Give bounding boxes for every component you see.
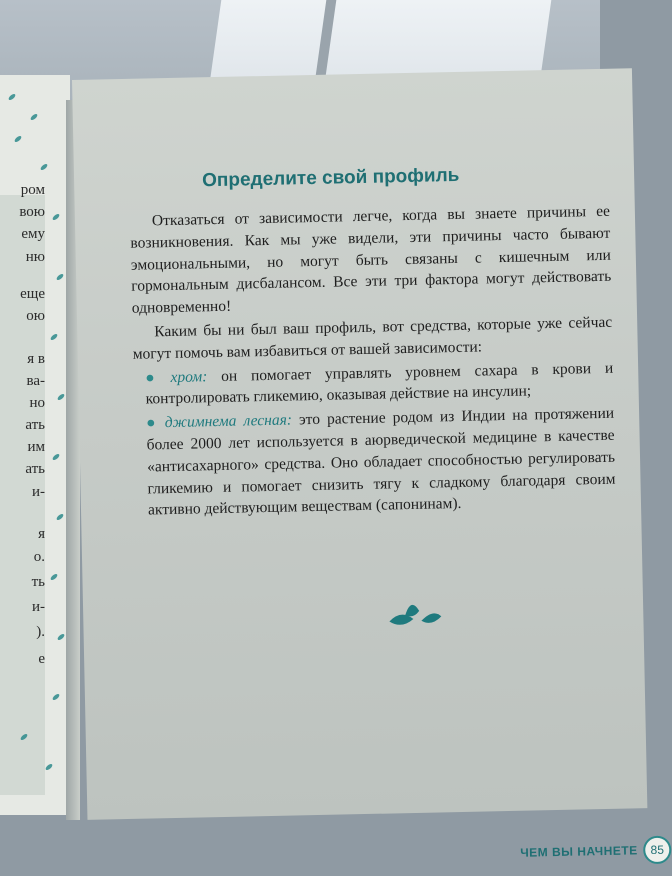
left-page-fragment: ему bbox=[21, 226, 45, 242]
left-page-fragment: ром bbox=[20, 182, 45, 198]
left-page-fragment: ать bbox=[25, 417, 45, 433]
leaf-dot-icon bbox=[50, 333, 59, 341]
leaf-dot-icon bbox=[40, 163, 49, 171]
left-page-fragment: я в bbox=[27, 351, 45, 367]
running-footer: ЧЕМ ВЫ НАЧНЕТЕ bbox=[520, 843, 638, 860]
bullet-icon: ● bbox=[145, 368, 165, 387]
left-page-fragment: но bbox=[29, 395, 45, 411]
list-item-term: джимнема лесная: bbox=[164, 411, 293, 432]
left-page-fragment: им bbox=[27, 439, 45, 455]
left-page-fragment: еще bbox=[20, 286, 45, 302]
section-heading: Определите свой профиль bbox=[201, 164, 460, 192]
left-page-fragment: ть bbox=[31, 574, 45, 590]
leaf-dot-icon bbox=[14, 135, 23, 143]
left-page-fragment: ать bbox=[25, 461, 45, 477]
page-body bbox=[130, 201, 616, 522]
page-number: 85 bbox=[643, 836, 672, 865]
list-item-text: он помогает управлять уровнем сахара в крови и контролировать гликемию, оказывая действие на инсулин; bbox=[145, 359, 614, 408]
left-page-fragment: ою bbox=[26, 308, 45, 324]
leaf-dot-icon bbox=[8, 93, 17, 101]
leaf-sprig-icon bbox=[383, 592, 444, 633]
left-page-fragment: ). bbox=[36, 624, 45, 640]
paragraph: Отказаться от зависимости легче, когда вы знаете причины ее возникновения. Как мы уже видели, эти причины часто бывают эмоциональными, но могут быть связаны с кишечным или гормональным дисбалансом. Все эти три фактора могут действовать одновременно! bbox=[130, 202, 612, 317]
bullet-icon: ● bbox=[146, 414, 159, 432]
left-page-fragment: е bbox=[38, 651, 45, 667]
leaf-dot-icon bbox=[52, 693, 61, 701]
list-item bbox=[134, 403, 616, 522]
left-page-fragment: о. bbox=[33, 549, 45, 565]
left-page bbox=[0, 75, 70, 815]
leaf-dot-icon bbox=[50, 573, 59, 581]
left-page-fragment: вою bbox=[19, 204, 45, 220]
leaf-dot-icon bbox=[56, 273, 65, 281]
leaf-dot-icon bbox=[57, 633, 66, 641]
left-page-fragment: я bbox=[38, 526, 45, 542]
left-page-fragment: ню bbox=[25, 249, 45, 265]
left-page-fragment: и- bbox=[31, 484, 45, 500]
leaf-dot-icon bbox=[45, 763, 54, 771]
paragraph: Каким бы ни был ваш профиль, вот средства, которые уже сейчас могут помочь вам избавиться от вашей зависимости: bbox=[132, 313, 613, 363]
left-page-fragment: и- bbox=[31, 599, 45, 615]
leaf-dot-icon bbox=[30, 113, 39, 121]
leaf-dot-icon bbox=[52, 213, 61, 221]
list-item-term: хром: bbox=[170, 367, 208, 386]
list-item-text: это растение родом из Индии на протяжении более 2000 лет используется в аюрведической медицине в качестве «антисахарного» средства. Оно обладает способностью регулировать гликемию и помогает снизить тягу к сладкому благодаря своим активно действующим веществам (сапонинам). bbox=[146, 404, 616, 519]
leaf-dot-icon bbox=[56, 513, 65, 521]
right-page bbox=[72, 68, 665, 860]
left-page-fragment: ва- bbox=[26, 373, 45, 389]
list-item bbox=[133, 357, 614, 411]
leaf-dot-icon bbox=[57, 393, 66, 401]
leaf-dot-icon bbox=[52, 453, 61, 461]
